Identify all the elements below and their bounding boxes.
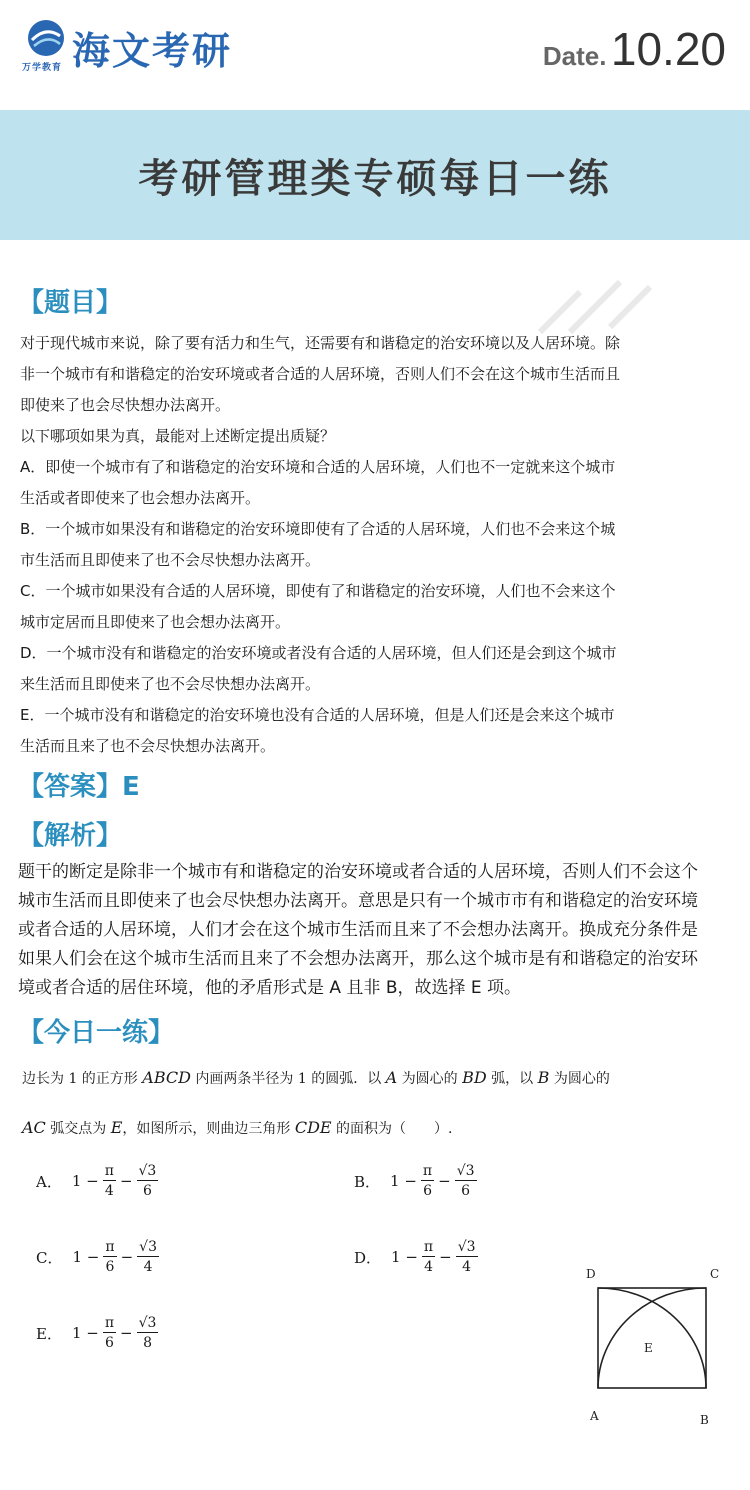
option-d-line: D．一个城市没有和谐稳定的治安环境或者没有合适的人居环境，但人们还是会到这个城市 (20, 644, 617, 662)
option-e-line: 生活而且来了也不会尽快想办法离开。 (20, 737, 276, 755)
analysis-line: 城市生活而且即使来了也会尽快想办法离开。意思是只有一个城市市有和谐稳定的治安环境 (18, 891, 698, 911)
square-arcs-figure (578, 1262, 728, 1432)
label-b: B (700, 1413, 709, 1427)
practice-question-line-1: 边长为 1 的正方形 ABCD 内画两条半径为 1 的圆弧．以 A 为圆心的 BD 弧，以 B 为圆心的 (22, 1068, 610, 1087)
practice-option-d[interactable]: D． 1 − $\frac{\pi}{4}$ − $\frac{√3}{4}$ (354, 1239, 476, 1275)
arc-ac (598, 1288, 706, 1388)
page-header (0, 0, 750, 110)
logo-subtitle: 万学教育 (22, 63, 63, 73)
option-d-line: 来生活而且即使来了也不会尽快想办法离开。 (20, 675, 321, 693)
question-line: 非一个城市有和谐稳定的治安环境或者合适的人居环境，否则人们不会在这个城市生活而且 (20, 365, 621, 383)
practice-option-a[interactable]: A． 1 − $\frac{\pi}{4}$ − $\frac{√3}{6}$ (36, 1163, 157, 1199)
label-e: E (644, 1341, 653, 1355)
option-c-line: 城市定居而且即使来了也会想办法离开。 (20, 613, 291, 631)
square-abcd (598, 1288, 706, 1388)
option-b-line: 市生活而且即使来了也不会尽快想办法离开。 (20, 551, 321, 569)
option-c-line: C．一个城市如果没有合适的人居环境，即使有了和谐稳定的治安环境，人们也不会来这个 (20, 582, 616, 600)
question-heading: 【题目】 (18, 288, 123, 318)
analysis-line: 或者合适的人居环境，人们才会在这个城市生活而且来了不会想办法离开。换成充分条件是 (18, 920, 698, 940)
label-d: D (586, 1267, 596, 1281)
analysis-heading: 【解析】 (18, 821, 123, 851)
practice-option-c[interactable]: C． 1 − $\frac{\pi}{6}$ − $\frac{√3}{4}$ (36, 1239, 157, 1275)
date-value: 10.20 (610, 23, 726, 75)
analysis-line: 题干的断定是除非一个城市有和谐稳定的治安环境或者合适的人居环境，否则人们不会这个 (18, 862, 698, 882)
practice-option-b[interactable]: B． 1 − $\frac{\pi}{6}$ − $\frac{√3}{6}$ (354, 1163, 475, 1199)
option-e-line: E．一个城市没有和谐稳定的治安环境也没有合适的人居环境，但是人们还是会来这个城市 (20, 706, 615, 724)
globe-logo-icon (26, 18, 66, 58)
label-a: A (590, 1409, 599, 1423)
arc-bd (598, 1288, 706, 1388)
analysis-line: 境或者合适的居住环境，他的矛盾形式是 A 且非 B，故选择 E 项。 (18, 978, 522, 998)
brand-logo (22, 18, 262, 78)
option-a-line: A．即使一个城市有了和谐稳定的治安环境和合适的人居环境，人们也不一定就来这个城市 (20, 458, 616, 476)
title-banner (0, 110, 750, 240)
page-title: 考研管理类专硕每日一练 (138, 155, 612, 202)
question-line: 即使来了也会尽快想办法离开。 (20, 396, 231, 414)
logo-title: 海文考研 (72, 29, 233, 73)
option-a-line: 生活或者即使来了也会想办法离开。 (20, 489, 261, 507)
option-b-line: B．一个城市如果没有和谐稳定的治安环境即使有了合适的人居环境，人们也不会来这个城 (20, 520, 616, 538)
practice-option-e[interactable]: E． 1 − $\frac{\pi}{6}$ − $\frac{√3}{8}$ (36, 1315, 157, 1351)
date-stamp (543, 22, 726, 76)
question-body (20, 328, 732, 762)
practice-question-line-2: AC 弧交点为 E，如图所示，则曲边三角形 CDE 的面积为（ ）. (22, 1118, 453, 1137)
question-line: 对于现代城市来说，除了要有活力和生气，还需要有和谐稳定的治安环境以及人居环境。除 (20, 334, 621, 352)
question-line: 以下哪项如果为真，最能对上述断定提出质疑？ (20, 427, 336, 445)
date-label: Date. (542, 41, 607, 71)
analysis-line: 如果人们会在这个城市生活而且来了不会想办法离开，那么这个城市是有和谐稳定的治安环 (18, 949, 698, 969)
practice-heading: 【今日一练】 (18, 1018, 175, 1048)
analysis-body (18, 858, 734, 1003)
label-c: C (710, 1267, 720, 1281)
answer-heading: 【答案】E (18, 772, 140, 802)
